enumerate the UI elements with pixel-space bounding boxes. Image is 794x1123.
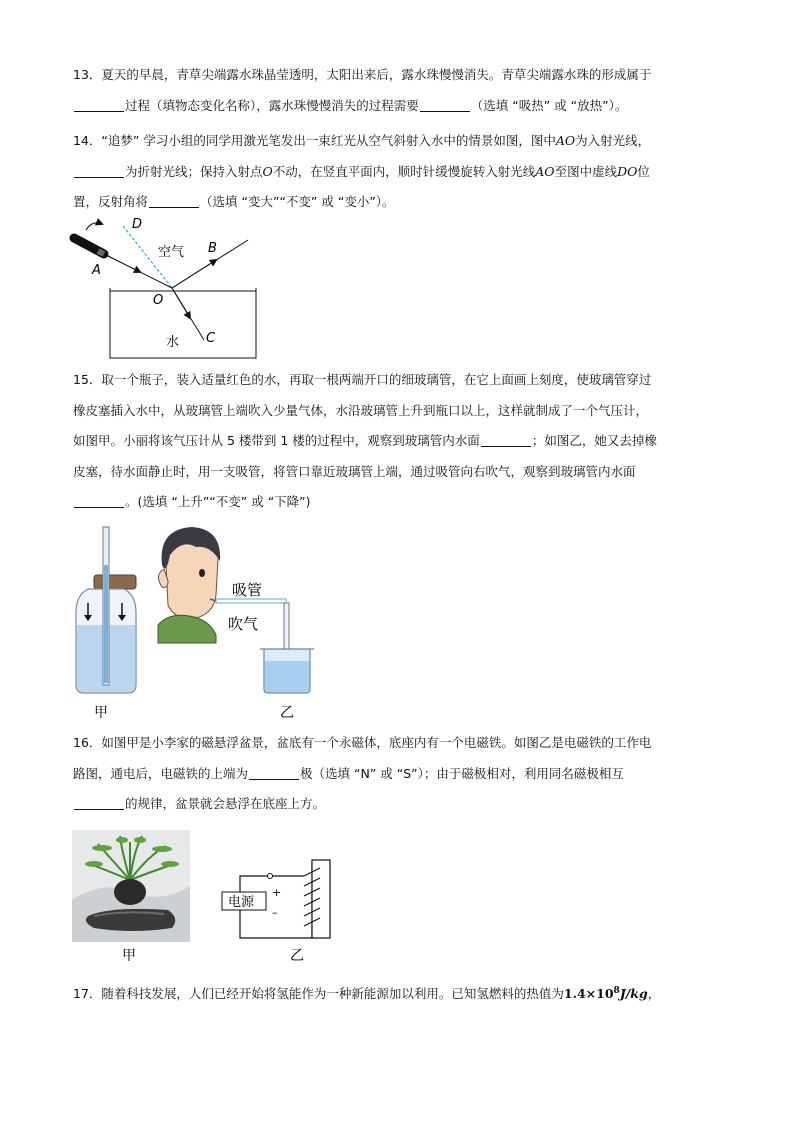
label-jia: 甲 [94, 705, 108, 721]
q13-line1: 13．夏天的早晨，青草尖端露水珠晶莹透明，太阳出来后，露水珠慢慢消失。青草尖端露水珠的形成属于 [73, 67, 652, 82]
answer-blank[interactable] [74, 163, 124, 178]
answer-blank[interactable] [481, 432, 531, 447]
heat-value-formula: $1.4\times 10^8J/kg$ [563, 986, 648, 1002]
q15-line1: 15．取一个瓶子，装入适量红色的水，再取一根两端开口的细玻璃管，在它上面画上刻度，使玻璃管穿过 [73, 372, 652, 387]
label-water: 水 [166, 335, 180, 350]
q17-line1: 17．随着科技发展，人们已经开始将氢能作为一种新能源加以利用。已知氢燃料的热值为$1.4\times 10^8J/kg$， [73, 986, 661, 1002]
maglev-figure [72, 830, 342, 964]
label-yi: 乙 [290, 948, 304, 964]
label-d: D [132, 217, 143, 232]
label-minus: – [272, 906, 278, 919]
label-yi: 乙 [280, 705, 294, 721]
answer-blank[interactable] [249, 765, 299, 780]
q14-line3: 置，反射角将 （选填 “变大”“不变” 或 “变小”）。 [73, 194, 395, 209]
label-o: O [153, 293, 164, 308]
water-container [110, 288, 256, 358]
rotation-arrow-icon [86, 223, 102, 230]
barometer-figure [70, 525, 330, 723]
bonsai-photo [72, 830, 190, 942]
question-17 [73, 976, 721, 1010]
straw [216, 599, 286, 603]
q15-line3: 如图甲。小丽将该气压计从 5 楼带到 1 楼的过程中，观察到玻璃管内水面 ；如图乙，她又去掉橡 [73, 433, 657, 448]
q15-line4: 皮塞，待水面静止时，用一支吸管，将管口靠近玻璃管上端，通过吸管向右吹气，观察到玻璃管内水面 [73, 463, 636, 479]
label-b: B [208, 241, 217, 256]
answer-blank[interactable] [74, 795, 124, 810]
label-power: 电源 [228, 895, 255, 910]
question-13 [73, 60, 721, 121]
label-a: A [92, 263, 101, 278]
q15-line5: 。(选填 “上升”“不变” 或 “下降”) [73, 487, 721, 518]
barometer-bottle [76, 527, 136, 693]
answer-blank[interactable] [420, 97, 470, 112]
label-c: C [206, 331, 216, 346]
question-14 [73, 126, 721, 218]
q16-line2: 路图，通电后，电磁铁的上端为 极（选填 “N” 或 “S”）；由于磁极相对，利用同名磁极相互 [73, 765, 624, 781]
q14-line1: 14．“追梦” 学习小组的同学用激光笔发出一束红光从空气斜射入水中的情景如图，图中AO为入射光线， [73, 133, 651, 148]
boy-illustration [158, 527, 220, 643]
label-air: 空气 [158, 245, 185, 260]
label-jia: 甲 [122, 948, 136, 964]
refraction-figure [68, 214, 268, 362]
q16-line1: 16．如图甲是小李家的磁悬浮盆景，盆底有一个永磁体，底座内有一个电磁铁。如图乙是电磁铁的工作电 [73, 735, 652, 750]
answer-blank[interactable] [149, 193, 199, 208]
label-straw: 吸管 [232, 581, 263, 599]
answer-blank[interactable] [74, 493, 124, 508]
q14-line2: 为折射光线；保持入射点O不动，在竖直平面内，顺时针缓慢旋转入射光线AO至图中虚线DO位 [73, 157, 721, 188]
question-16 [73, 728, 721, 820]
q16-line3: 的规律，盆景就会悬浮在底座上方。 [73, 789, 721, 820]
laser-pointer-icon [74, 238, 104, 254]
question-15 [73, 365, 721, 518]
q13-line2: 过程（填物态变化名称），露水珠慢慢消失的过程需要 （选填 “吸热” 或 “放热”）。 [73, 91, 721, 122]
label-plus: + [272, 886, 282, 899]
q15-line2: 橡皮塞插入水中，从玻璃管上端吹入少量气体，水沿玻璃管上升到瓶口以上，这样就制成了一个气压计， [73, 402, 649, 418]
answer-blank[interactable] [74, 97, 124, 112]
label-blow: 吹气 [228, 615, 259, 633]
beaker [260, 649, 314, 693]
